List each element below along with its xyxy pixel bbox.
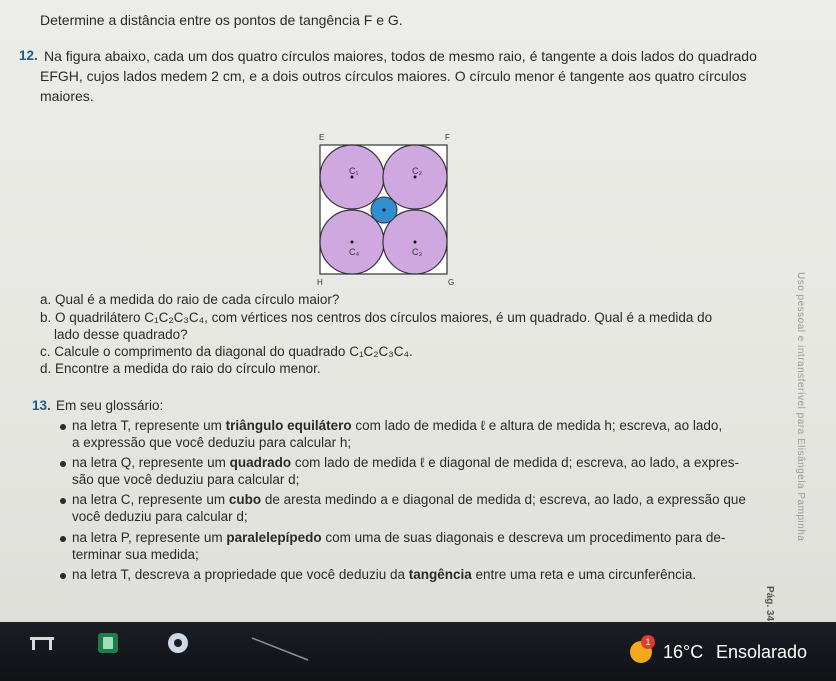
bullet-1: [60, 424, 66, 430]
bullet-3: [60, 498, 66, 504]
bullet-3-line2: você deduziu para calcular d;: [72, 509, 248, 524]
label-c3: C₃: [412, 247, 423, 257]
taskbar-indicator-line: [250, 636, 310, 664]
question-12-text-line2: EFGH, cujos lados medem 2 cm, e a dois outros círculos maiores. O círculo menor é tangente aos quatro círculos: [40, 68, 747, 84]
bullet-2: [60, 461, 66, 467]
taskbar-app-icon-2[interactable]: [96, 631, 120, 655]
weather-description[interactable]: Ensolarado: [716, 642, 808, 662]
question-12-number: 12.: [19, 48, 38, 63]
question-13-intro: Em seu glossário:: [56, 398, 164, 413]
question-12-text-line3: maiores.: [40, 88, 94, 104]
label-h: H: [317, 278, 323, 287]
square-circles-figure: [310, 128, 470, 288]
watermark-side-text: Uso pessoal e intransferível para Elisângela Pampinha: [795, 272, 806, 542]
bullet-2-line2: são que você deduziu para calcular d;: [72, 472, 300, 487]
label-c1: C₁: [349, 166, 359, 176]
question-12-b-line1: b. O quadrilátero C₁C₂C₃C₄, com vértices nos centros dos círculos maiores, é um quadrado. Qual é a medida do: [40, 310, 713, 325]
bullet-3-line1: na letra C, represente um cubo de aresta medindo a e diagonal de medida d; escreva, ao lado, a expressão que: [72, 492, 746, 507]
question-12-text-line1: Na figura abaixo, cada um dos quatro círculos maiores, todos de mesmo raio, é tangente a dois lados do quadrado: [44, 48, 757, 64]
weather-badge: 1: [645, 637, 651, 647]
small-circle-center: [383, 209, 386, 212]
label-g: G: [448, 278, 455, 287]
weather-temperature[interactable]: 16°C: [663, 642, 704, 662]
bullet-5: [60, 573, 66, 579]
bullet-4-line1: na letra P, represente um paralelepípedo com uma de suas diagonais e descreva um procedimento para de-: [72, 530, 726, 545]
question-12-d: d. Encontre a medida do raio do círculo menor.: [40, 361, 321, 376]
question-12-c: c. Calcule o comprimento da diagonal do quadrado C₁C₂C₃C₄.: [40, 344, 413, 359]
question-12-b-line2: lado desse quadrado?: [54, 327, 188, 342]
question-12-a: a. Qual é a medida do raio de cada círculo maior?: [40, 292, 340, 307]
taskbar-app-icon-3[interactable]: [166, 631, 190, 655]
bullet-2-line1: na letra Q, represente um quadrado com lado de medida ℓ e diagonal de medida d; escreva, ao lado, a expres-: [72, 455, 739, 470]
label-c2: C₂: [412, 166, 422, 176]
taskbar-app-icon-1[interactable]: [28, 631, 56, 653]
bullet-4: [60, 536, 66, 542]
bullet-1-line2: a expressão que você deduziu para calcular h;: [72, 435, 352, 450]
header-instruction: Determine a distância entre os pontos de tangência F e G.: [40, 12, 403, 28]
taskbar: [0, 622, 836, 681]
label-e: E: [319, 133, 325, 142]
label-c4: C₄: [349, 247, 360, 257]
question-13-number: 13.: [32, 398, 51, 413]
label-f: F: [445, 133, 450, 142]
bullet-5-line1: na letra T, descreva a propriedade que você deduziu da tangência entre uma reta e uma circunferência.: [72, 567, 697, 582]
weather-sun-icon[interactable]: [624, 633, 658, 667]
bullet-1-line1: na letra T, represente um triângulo equilátero com lado de medida ℓ e altura de medida h; escreva, ao lado,: [72, 418, 723, 433]
page-number: Pág. 34: [764, 586, 775, 622]
bullet-4-line2: terminar sua medida;: [72, 547, 199, 562]
